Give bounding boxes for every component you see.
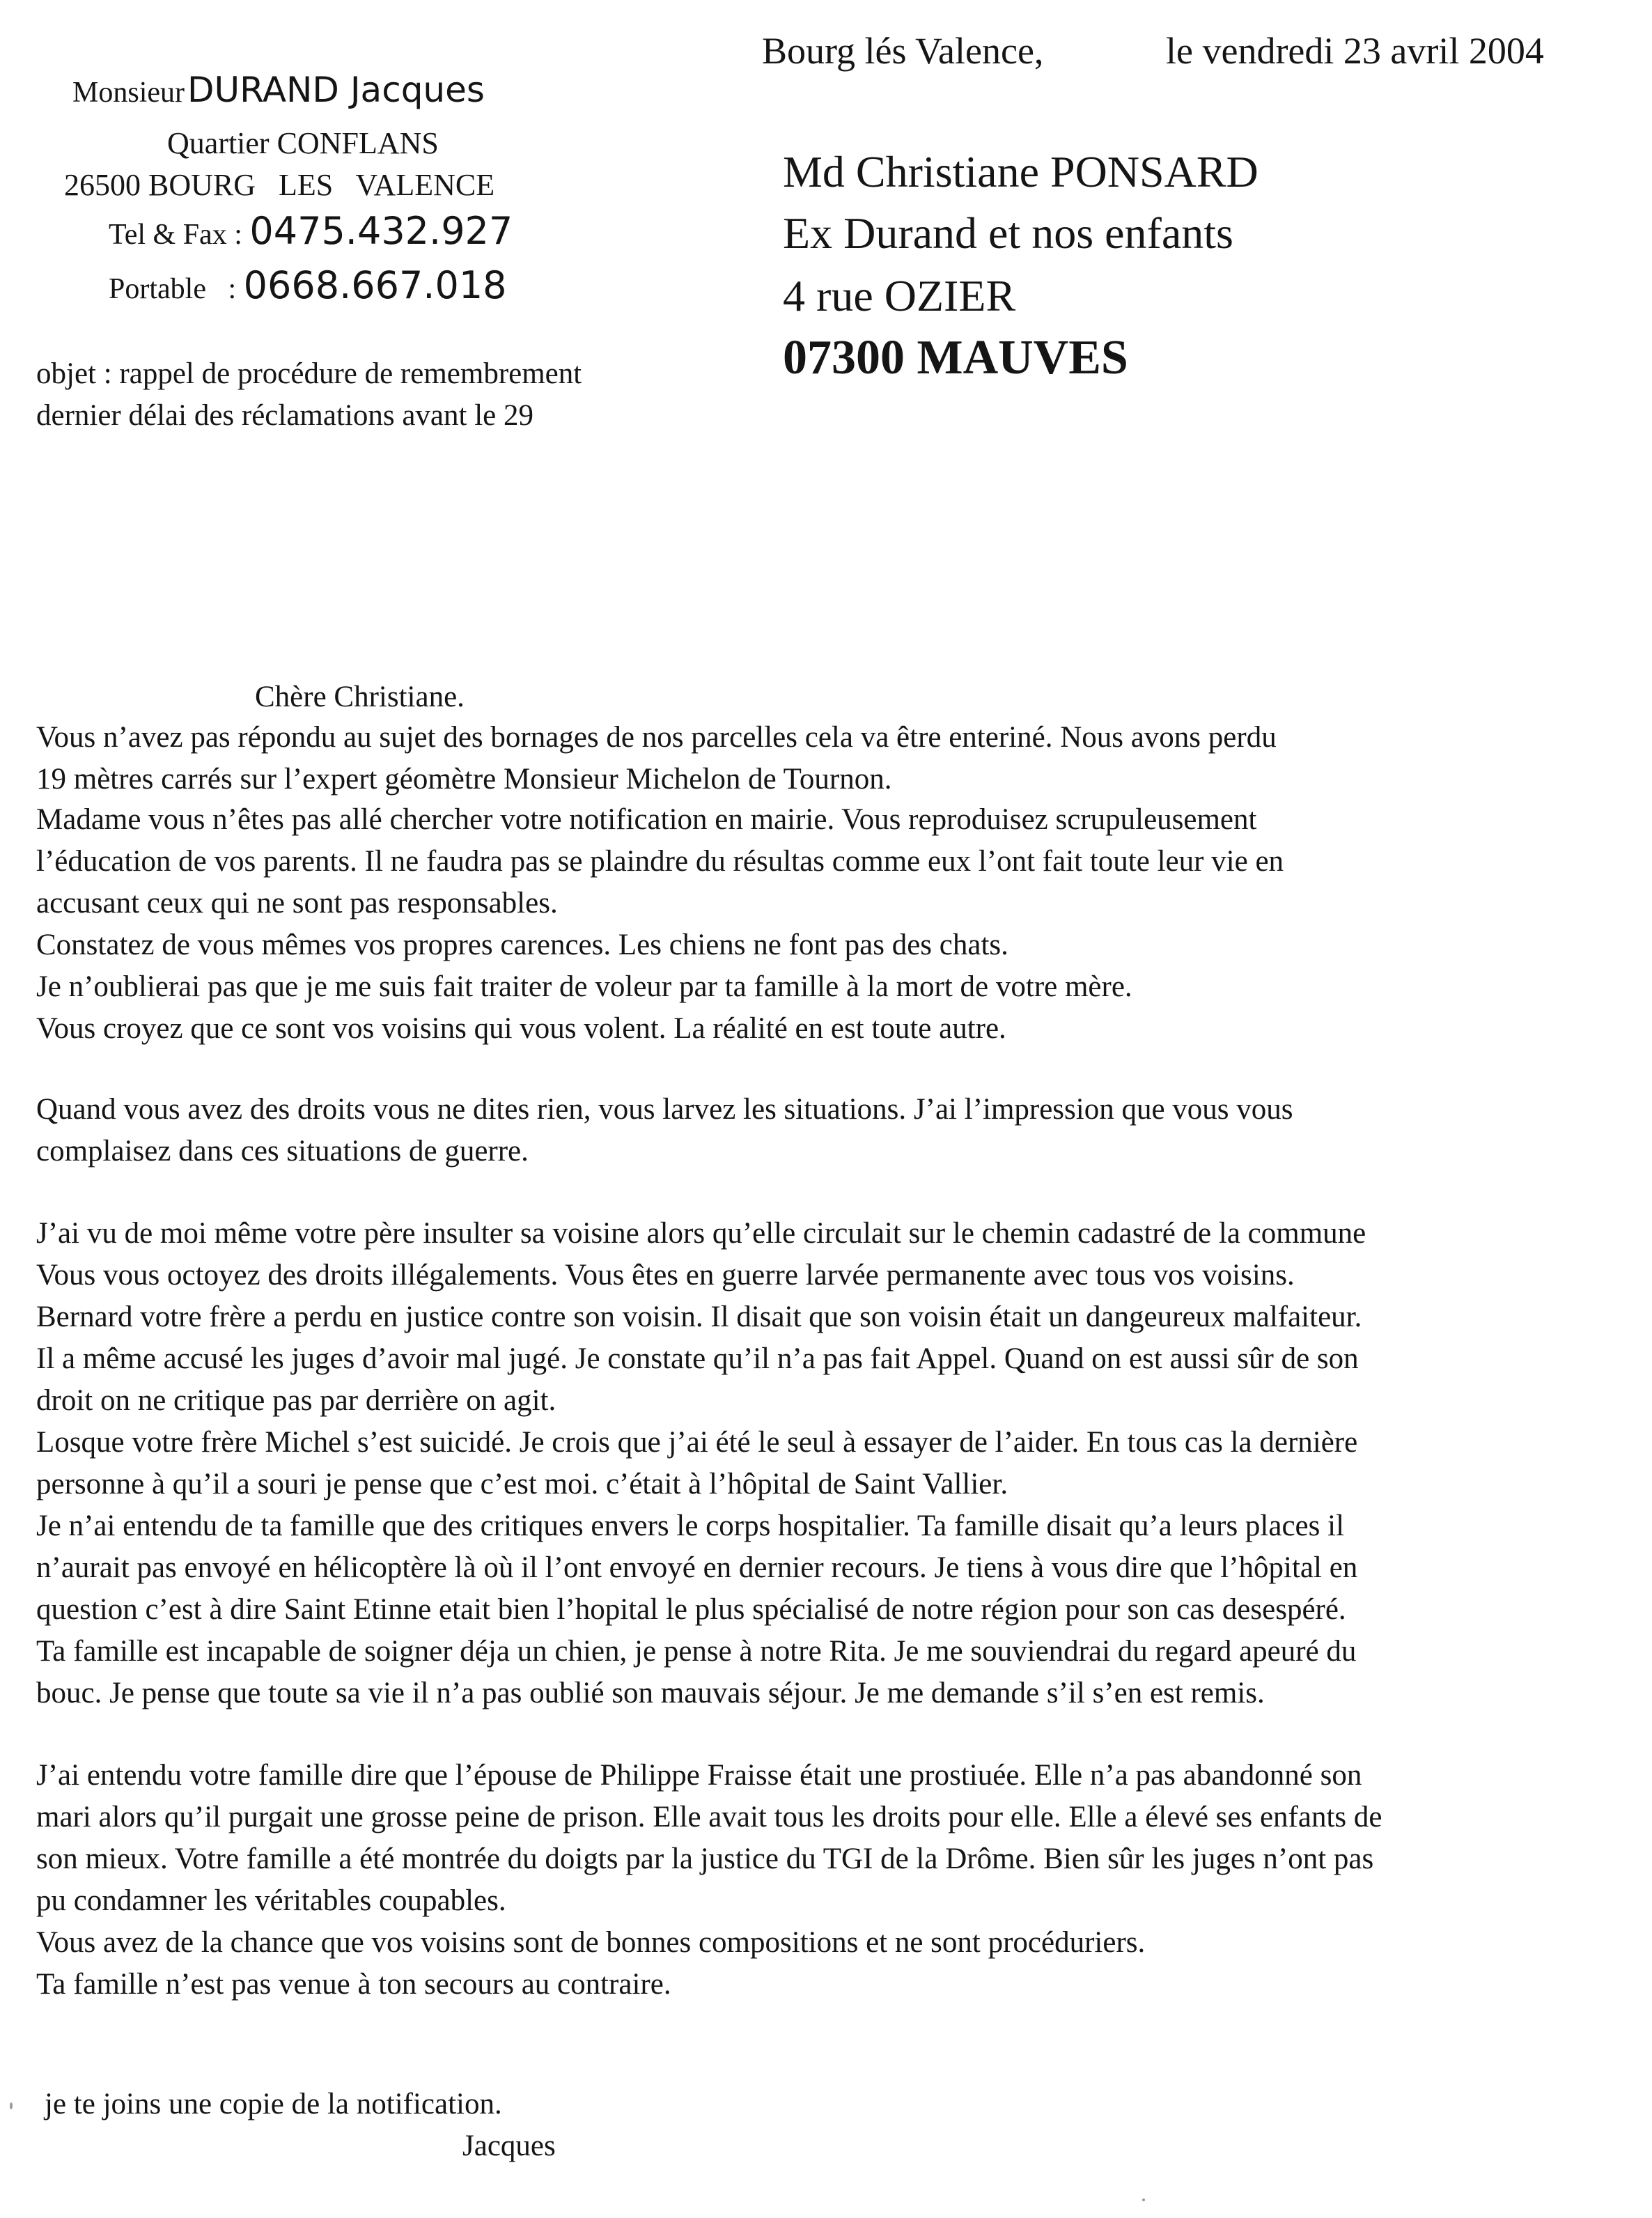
sender-mobile: 0668.667.018 [243,263,507,307]
body-line: accusant ceux qui ne sont pas responsables. [36,887,558,920]
body-line: bouc. Je pense que toute sa vie il n’a pas oublié son mauvais séjour. Je me demande s’il s’en est remis. [36,1677,1265,1709]
date-place: Bourg lés Valence, [762,30,1044,72]
sender-tel-label: Tel & Fax : [109,219,250,251]
body-line: personne à qu’il a souri je pense que c’est moi. c’était à l’hôpital de Saint Vallier. [36,1468,1008,1500]
date-text: le vendredi 23 avril 2004 [1166,30,1544,72]
sender-phone-line [109,209,513,253]
recipient-street: 4 rue OZIER [783,271,1016,320]
sender-town: BOURG LES VALENCE [148,168,495,202]
sender-name-line [72,70,485,110]
body-line: Vous vous octoyez des droits illégalements. Vous êtes en guerre larvée permanente avec tous vos voisins. [36,1259,1295,1292]
recipient-name: Md Christiane PONSARD [783,147,1259,196]
sender-salutation: Monsieur [72,77,185,109]
scan-speck [10,2102,13,2109]
greeting: Chère Christiane. [255,681,465,713]
sender-mobile-line [109,263,507,307]
body-line: Quand vous avez des droits vous ne dites rien, vous larvez les situations. J’ai l’impression que vous vous [36,1093,1293,1126]
recipient-city: 07300 MAUVES [783,331,1128,385]
sender-quarter: Quartier CONFLANS [167,126,439,160]
signature: Jacques [462,2130,556,2162]
body-line: Je n’oublierai pas que je me suis fait traiter de voleur par ta famille à la mort de votre mère. [36,970,1132,1003]
body-line: Losque votre frère Michel s’est suicidé. Je crois que j’ai été le seul à essayer de l’aider. En tous cas la dernière [36,1426,1358,1459]
body-line: 19 mètres carrés sur l’expert géomètre Monsieur Michelon de Tournon. [36,763,892,796]
sender-address-line [64,167,494,203]
body-line: complaisez dans ces situations de guerre. [36,1135,529,1168]
body-line: J’ai vu de moi même votre père insulter sa voisine alors qu’elle circulait sur le chemin cadastré de la commune [36,1217,1366,1250]
body-line: Constatez de vous mêmes vos propres carences. Les chiens ne font pas des chats. [36,929,1008,961]
sender-mobile-label: Portable : [109,273,244,305]
body-line: Vous n’avez pas répondu au sujet des bornages de nos parcelles cela va être enteriné. Nous avons perdu [36,721,1277,754]
body-line: J’ai entendu votre famille dire que l’épouse de Philippe Fraisse était une prostiuée. Elle n’a pas abandonné son [36,1759,1362,1792]
subject-line-2: dernier délai des réclamations avant le 29 [36,399,533,432]
body-line: son mieux. Votre famille a été montrée du doigts par la justice du TGI de la Drôme. Bien sûr les juges n’ont pas [36,1843,1374,1875]
body-line: n’aurait pas envoyé en hélicoptère là où il l’ont envoyé en dernier recours. Je tiens à vous dire que l’hôpital en [36,1551,1358,1584]
scan-speck [1142,2198,1145,2201]
body-line: Ta famille est incapable de soigner déja un chien, je pense à notre Rita. Je me souviendrai du regard apeuré du [36,1635,1357,1668]
body-line: mari alors qu’il purgait une grosse peine de prison. Elle avait tous les droits pour elle. Elle a élevé ses enfants de [36,1801,1382,1833]
sender-name: DURAND Jacques [187,70,485,110]
body-line: droit on ne critique pas par derrière on agit. [36,1384,556,1417]
recipient-line-2: Ex Durand et nos enfants [783,208,1233,258]
body-line: l’éducation de vos parents. Il ne faudra pas se plaindre du résultas comme eux l’ont fait toute leur vie en [36,845,1284,878]
sender-tel: 0475.432.927 [249,209,513,253]
body-line: pu condamner les véritables coupables. [36,1884,506,1917]
body-line: Bernard votre frère a perdu en justice contre son voisin. Il disait que son voisin était un dangeureux malfaiteur. [36,1301,1362,1333]
body-line: Il a même accusé les juges d’avoir mal jugé. Je constate qu’il n’a pas fait Appel. Quand on est aussi sûr de son [36,1342,1359,1375]
body-line: Ta famille n’est pas venue à ton secours au contraire. [36,1968,671,2001]
subject-line-1: objet : rappel de procédure de remembrement [36,357,582,390]
body-line: Je n’ai entendu de ta famille que des critiques envers le corps hospitalier. Ta famille disait qu’a leurs places il [36,1510,1345,1542]
body-line: Vous avez de la chance que vos voisins sont de bonnes compositions et ne sont procéduriers. [36,1926,1146,1959]
body-line: Vous croyez que ce sont vos voisins qui vous volent. La réalité en est toute autre. [36,1012,1006,1045]
sender-postal: 26500 [64,168,141,202]
body-line: Madame vous n’êtes pas allé chercher votre notification en mairie. Vous reproduisez scrupuleusement [36,803,1257,836]
closing-note: je te joins une copie de la notification. [45,2088,502,2120]
body-line: question c’est à dire Saint Etinne etait bien l’hopital le plus spécialisé de notre région pour son cas desespéré. [36,1593,1346,1626]
